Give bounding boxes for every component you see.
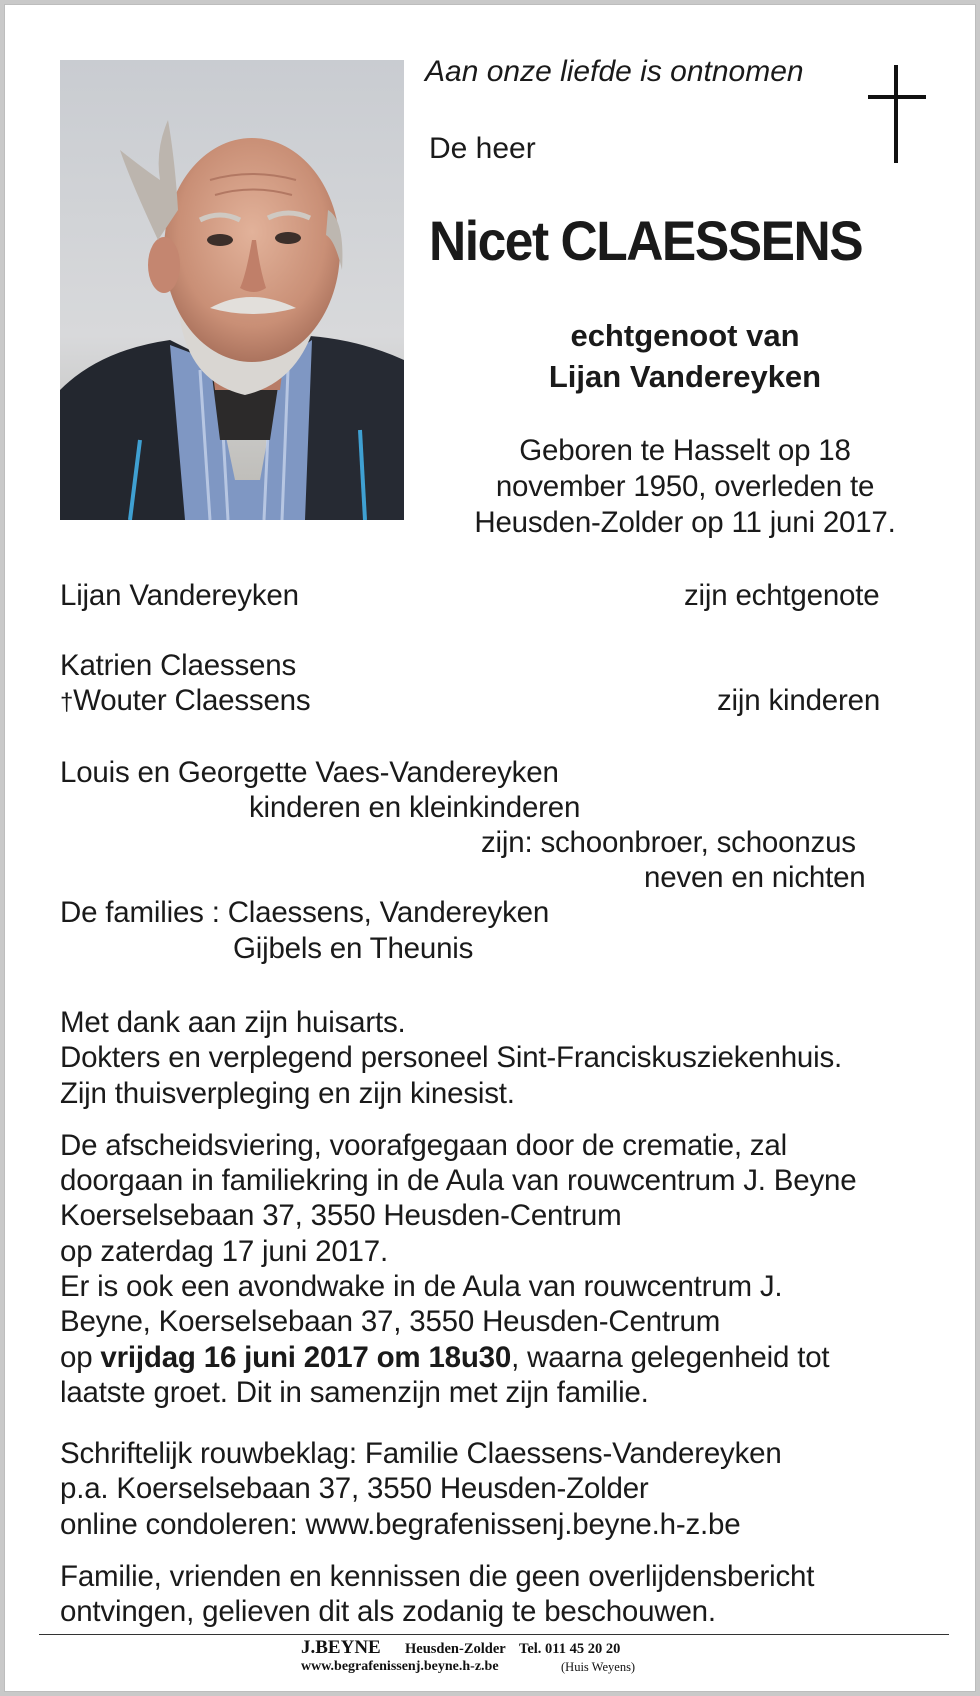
in-laws: Louis en Georgette Vaes-Vandereyken (60, 756, 559, 789)
closing-line: ontvingen, gelieven dit als zodanig te beschouwen. (60, 1595, 716, 1628)
deceased-name: Nicet CLAESSENS (429, 209, 863, 272)
wake-suffix: , waarna gelegenheid tot (511, 1341, 830, 1374)
birth-death-line: Heusden-Zolder op 11 juni 2017. (474, 506, 896, 539)
ceremony-line: laatste groet. Dit in samenzijn met zijn familie. (60, 1376, 649, 1409)
portrait-photo (60, 60, 404, 520)
intro-line: Aan onze liefde is ontnomen (425, 55, 804, 88)
honorific: De heer (429, 132, 536, 165)
birth-death-line: Geboren te Hasselt op 18 (519, 434, 851, 467)
deceased-cross-icon: † (60, 689, 74, 716)
spouse-relative: Lijan Vandereyken (60, 579, 299, 612)
thanks-line: Dokters en verplegend personeel Sint-Franciskusziekenhuis. (60, 1041, 843, 1074)
child-name-deceased (60, 683, 310, 721)
cross-icon (868, 65, 926, 165)
ceremony-line: De afscheidsviering, voorafgegaan door de crematie, zal (60, 1129, 787, 1162)
in-laws-role: neven en nichten (644, 861, 866, 894)
ceremony-line: Koerselsebaan 37, 3550 Heusden-Centrum (60, 1199, 622, 1232)
footer-brand: J.BEYNE (301, 1637, 381, 1658)
ceremony-line: Beyne, Koerselsebaan 37, 3550 Heusden-Centrum (60, 1305, 721, 1338)
ceremony-line: doorgaan in familiekring in de Aula van rouwcentrum J. Beyne (60, 1164, 857, 1197)
wake-prefix: op (60, 1341, 101, 1374)
spouse-label: echtgenoot van (570, 318, 800, 353)
child-name: Katrien Claessens (60, 649, 296, 682)
ceremony-line: Er is ook een avondwake in de Aula van rouwcentrum J. (60, 1270, 783, 1303)
spouse-role: zijn echtgenote (684, 579, 880, 612)
wake-date: vrijdag 16 juni 2017 om 18u30 (100, 1341, 512, 1374)
footer-website-link[interactable]: www.begrafenissenj.beyne.h-z.be (301, 1659, 499, 1674)
condolence-line: Schriftelijk rouwbeklag: Familie Claessens-Vandereyken (60, 1437, 782, 1470)
birth-death-line: november 1950, overleden te (495, 470, 875, 503)
footer-divider (39, 1634, 949, 1635)
closing-line: Familie, vrienden en kennissen die geen overlijdensbericht (60, 1560, 815, 1593)
in-laws-children: kinderen en kleinkinderen (249, 791, 581, 824)
footer-house: (Huis Weyens) (561, 1660, 636, 1674)
condolence-line: p.a. Koerselsebaan 37, 3550 Heusden-Zolder (60, 1472, 649, 1505)
thanks-line: Met dank aan zijn huisarts. (60, 1006, 406, 1039)
condolence-link[interactable]: online condoleren: www.begrafenissenj.beyne.h-z.be (60, 1508, 741, 1541)
footer-phone: Tel. 011 45 20 20 (519, 1641, 621, 1657)
wake-line (60, 1340, 829, 1376)
footer-place: Heusden-Zolder (405, 1641, 506, 1657)
spouse-name: Lijan Vandereyken (548, 359, 822, 394)
thanks-line: Zijn thuisverpleging en zijn kinesist. (60, 1077, 515, 1110)
child-name: Wouter Claessens (73, 684, 311, 717)
obituary-card (4, 4, 976, 1692)
families: Gijbels en Theunis (233, 932, 474, 965)
children-role: zijn kinderen (717, 684, 881, 717)
portrait-illustration (60, 60, 404, 520)
ceremony-line: op zaterdag 17 juni 2017. (60, 1235, 388, 1268)
families: De families : Claessens, Vandereyken (60, 896, 550, 929)
in-laws-role: zijn: schoonbroer, schoonzus (481, 826, 856, 859)
